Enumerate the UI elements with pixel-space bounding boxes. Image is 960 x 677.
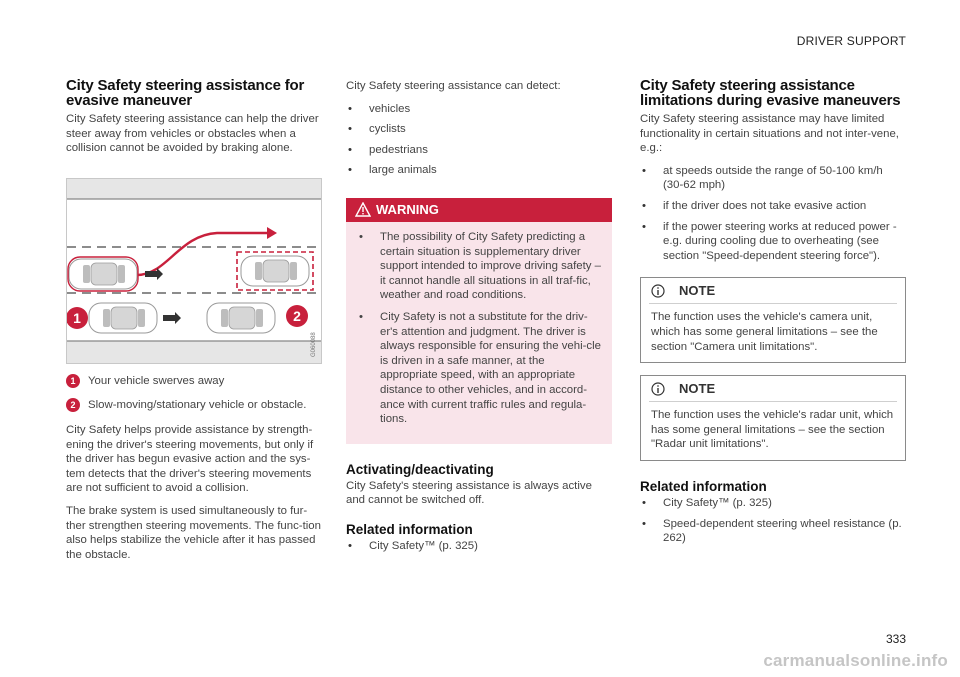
note-camera-box [640,277,906,363]
related-link[interactable]: • Speed-dependent steering wheel resistance (p. 262) [640,517,906,546]
watermark: carmanualsonline.info [763,651,948,670]
page-number: 333 [885,632,906,646]
activating-heading: Activating/deactivating [346,461,494,477]
list-item: • large animals [346,163,612,178]
warning-header: WARNING [346,198,612,222]
own-vehicle-bottom [89,303,157,333]
assistance-paragraph: City Safety helps provide assistance by strength-ening the driver's steering movements, but only if the driver has begun evasive action and the sys-tem detects that the driver's steering movements are not sufficient to avoid a collision. [66,423,314,495]
detect-intro: City Safety steering assistance can detect: [346,80,561,92]
related-info-heading: Related information [640,478,767,494]
road-shoulder-bottom [67,341,321,363]
list-item: • The possibility of City Safety predicting a certain situation is supplementary driver support intended to improve driving safety – it cannot handle all situations in all traf-fic, weather and road conditions. [356,230,602,303]
note-header: NOTE [649,376,897,402]
activating-text: City Safety's steering assistance is always active and cannot be switched off. [346,479,592,507]
list-item: • pedestrians [346,143,612,158]
list-item: • at speeds outside the range of 50-100 km/h (30-62 mph) [640,164,906,193]
road-shoulder-top [67,179,321,199]
evasive-maneuver-intro: City Safety steering assistance can help the driver steer away from vehicles or obstacles when a collision cannot be avoided by braking alone. [66,113,319,155]
own-vehicle-top [69,259,137,289]
note-radar-text: The function uses the vehicle's radar unit, which has some general limitations – see the section "Radar unit limitations". [651,409,894,451]
warning-box [346,198,612,444]
figure-code: G060088 [311,332,317,357]
evasive-maneuver-illustration [67,179,321,363]
note-radar-box [640,375,906,461]
limitations-heading: City Safety steering assistance limitations during evasive maneuvers [640,77,901,109]
svg-text:2: 2 [293,307,301,324]
warning-list [346,222,612,444]
related-info-heading: Related information [346,521,473,537]
svg-text:1: 1 [73,309,81,326]
list-item: • if the power steering works at reduced power - e.g. during cooling due to overheating (see section "Speed-dependent steering force"). [640,220,906,264]
note-camera-text: The function uses the vehicle's camera unit, which has some general limitations – see the section "Camera unit limitations". [651,311,878,353]
obstacle-vehicle-bottom [207,303,275,333]
evasive-maneuver-figure [66,178,322,364]
note-header: NOTE [649,278,897,304]
related-link[interactable]: • City Safety™ (p. 325) [640,496,906,511]
info-circle-icon [651,382,665,396]
list-item: • vehicles [346,102,612,117]
related-link[interactable]: • City Safety™ (p. 325) [346,539,612,554]
column-detection [346,79,612,559]
list-item: • City Safety is not a substitute for the driv-er's attention and judgment. The driver is always responsible for ensuring the vehi-cle is driven in a safe manner, at the appropriate speed, with an appropriate distance to other vehicles, and in accord-ance with current traffic rules and regula-tions. [356,310,602,427]
list-item: • cyclists [346,122,612,137]
limitations-intro: City Safety steering assistance may have limited functionality in certain situations and not inter-vene, e.g.: [640,113,899,155]
motion-arrow-icon [163,312,181,324]
warning-triangle-icon [355,202,371,217]
related-info-list [346,539,612,554]
callout-2: 2 Slow-moving/stationary vehicle or obstacle. [66,398,322,413]
evasive-maneuver-heading: City Safety steering assistance for evasive maneuver [66,77,305,109]
list-item: • if the driver does not take evasive action [640,199,906,214]
callout-1: 1 Your vehicle swerves away [66,374,322,389]
limitations-list [640,164,906,264]
page-section-header: DRIVER SUPPORT [796,34,906,48]
detect-list [346,102,612,178]
brake-system-paragraph: The brake system is used simultaneously to fur-ther strengthen steering movements. The func-tion also helps stabilize the vehicle after it has passed the obstacle. [66,504,321,561]
info-circle-icon [651,284,665,298]
column-evasive-maneuver [66,78,322,562]
column-limitations [640,78,906,552]
obstacle-vehicle-top [241,256,309,286]
related-info-list [640,496,906,546]
